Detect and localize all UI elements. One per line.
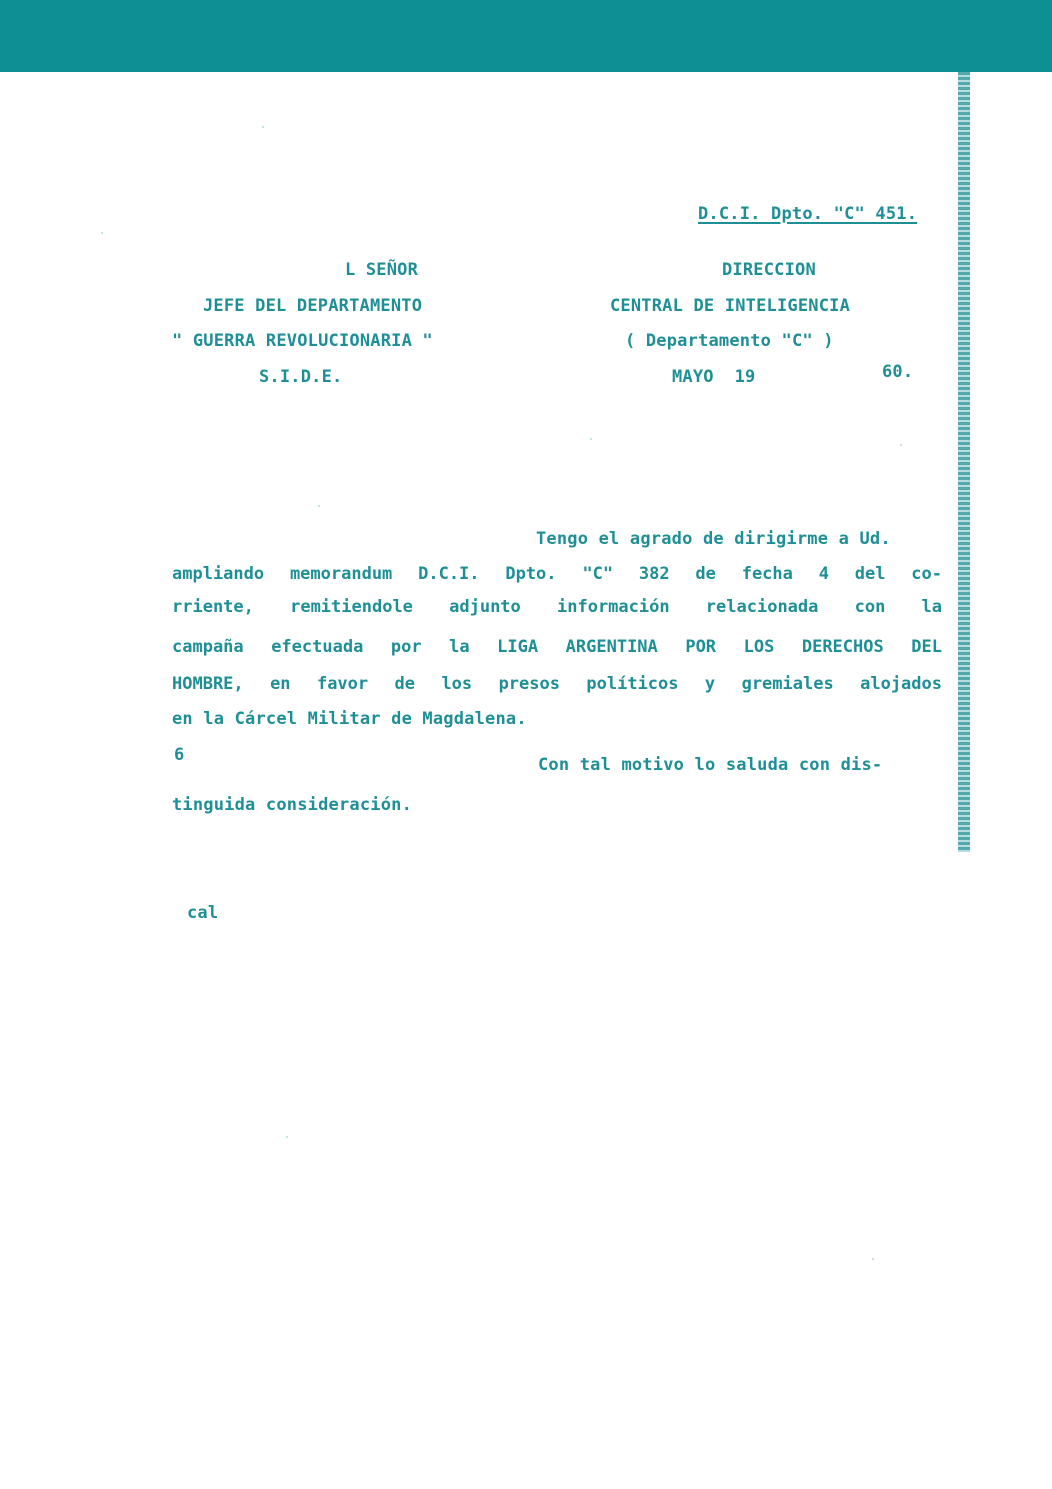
paper-speck [286, 1136, 288, 1138]
memo-reference: D.C.I. Dpto. "C" 451. [698, 204, 918, 224]
paper-speck [262, 126, 264, 128]
memo-page [0, 72, 1052, 1489]
paper-speck [101, 232, 103, 234]
sender-line-1: DIRECCION [722, 260, 816, 280]
body-line: campaña efectuada por la LIGA ARGENTINA POR LOS DERECHOS DEL [172, 637, 942, 657]
closing-line-cont: tinguida consideración. [172, 795, 413, 815]
body-line: rriente, remitiendole adjunto información relacionada con la [172, 597, 942, 617]
margin-number: 6 [174, 745, 185, 765]
typist-initials: cal [187, 903, 219, 923]
sender-line-3: ( Departamento "C" ) [625, 331, 834, 351]
addressee-line-3: " GUERRA REVOLUCIONARIA " [172, 331, 433, 351]
paper-speck [872, 1258, 874, 1260]
closing-line: Con tal motivo lo saluda con dis- [538, 755, 883, 775]
addressee-line-4: S.I.D.E. [259, 367, 343, 387]
addressee-line-1: L SEÑOR [345, 260, 419, 280]
body-line: HOMBRE, en favor de los presos políticos y gremiales alojados [172, 674, 942, 694]
paper-speck [318, 505, 320, 507]
body-line-last: en la Cárcel Militar de Magdalena. [172, 709, 527, 729]
page-edge-mark [958, 72, 970, 852]
addressee-line-2: JEFE DEL DEPARTAMENTO [203, 296, 423, 316]
memo-date: MAYO 19 [672, 367, 756, 387]
paper-speck [590, 438, 592, 440]
paper-speck [900, 444, 902, 446]
memo-year: 60. [882, 362, 914, 382]
sender-line-2: CENTRAL DE INTELIGENCIA [610, 296, 851, 316]
header-band [0, 0, 1052, 72]
body-opening: Tengo el agrado de dirigirme a Ud. [536, 529, 891, 549]
body-line: ampliando memorandum D.C.I. Dpto. "C" 382 de fecha 4 del co- [172, 564, 942, 584]
